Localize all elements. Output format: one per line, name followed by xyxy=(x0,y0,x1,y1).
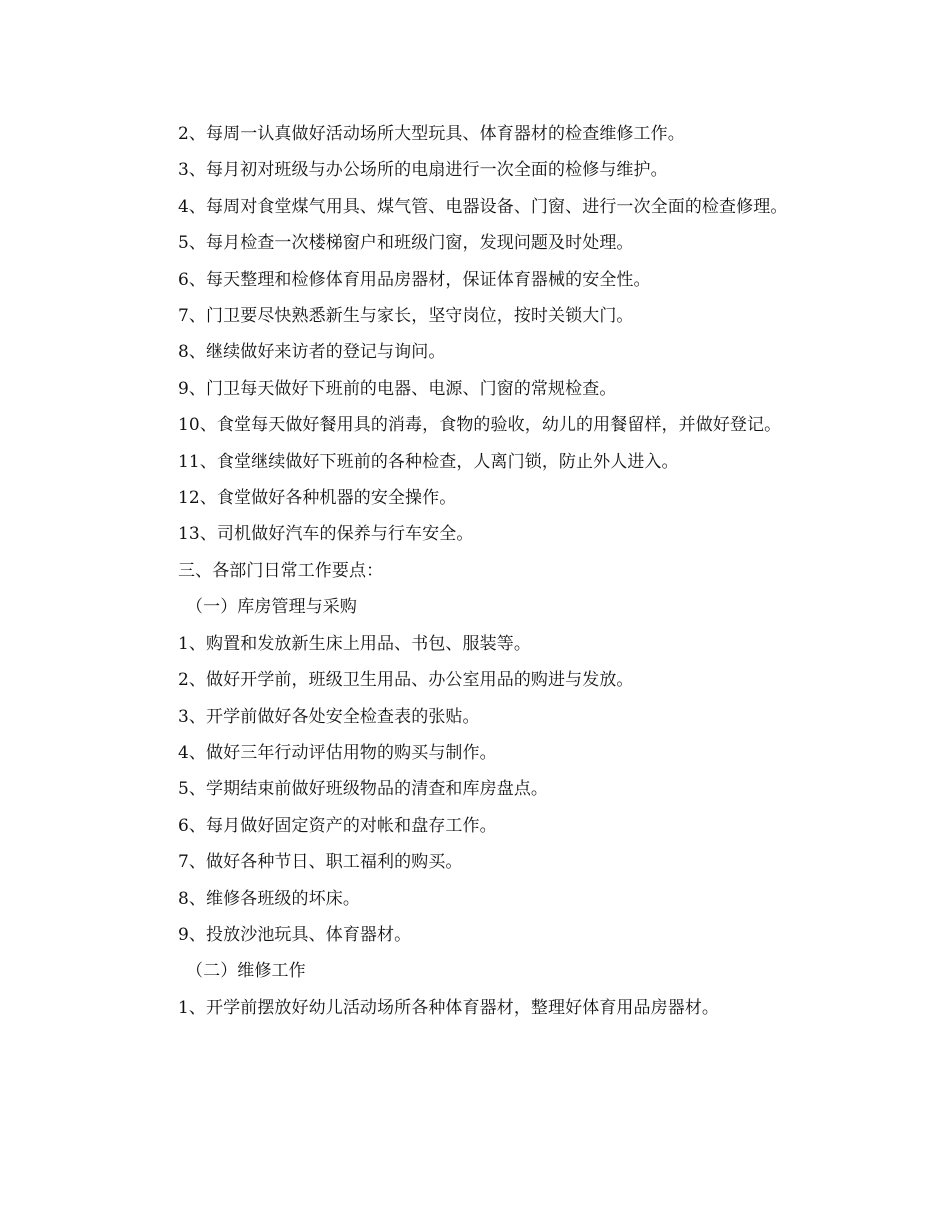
section-heading: 三、各部门日常工作要点： xyxy=(178,560,384,581)
paragraph-item-8: 8、继续做好来访者的登记与询问。 xyxy=(178,342,446,363)
inventory-item-1: 1、购置和发放新生床上用品、书包、服装等。 xyxy=(178,633,531,654)
inventory-item-7: 7、做好各种节日、职工福利的购买。 xyxy=(178,852,463,873)
inventory-item-3: 3、开学前做好各处安全检查表的张贴。 xyxy=(178,706,480,727)
paragraph-item-13: 13、司机做好汽车的保养与行车安全。 xyxy=(178,524,474,545)
paragraph-item-12: 12、食堂做好各种机器的安全操作。 xyxy=(178,488,457,509)
paragraph-item-2: 2、每周一认真做好活动场所大型玩具、体育器材的检查维修工作。 xyxy=(178,124,685,144)
inventory-item-5: 5、学期结束前做好班级物品的清查和库房盘点。 xyxy=(178,779,549,800)
subsection-heading-maintenance: （二）维修工作 xyxy=(186,961,306,982)
maintenance-item-1: 1、开学前摆放好幼儿活动场所各种体育器材，整理好体育用品房器材。 xyxy=(178,997,720,1018)
inventory-item-6: 6、每月做好固定资产的对帐和盘存工作。 xyxy=(178,815,497,836)
paragraph-item-10: 10、食堂每天做好餐用具的消毒，食物的验收，幼儿的用餐留样，并做好登记。 xyxy=(178,415,782,436)
paragraph-item-5: 5、每月检查一次楼梯窗户和班级门窗，发现问题及时处理。 xyxy=(178,233,634,254)
paragraph-item-6: 6、每天整理和检修体育用品房器材，保证体育器械的安全性。 xyxy=(178,269,651,290)
inventory-item-9: 9、投放沙池玩具、体育器材。 xyxy=(178,924,412,945)
inventory-item-8: 8、维修各班级的坏床。 xyxy=(178,888,360,909)
paragraph-item-9: 9、门卫每天做好下班前的电器、电源、门窗的常规检查。 xyxy=(178,378,617,399)
subsection-heading-inventory: （一）库房管理与采购 xyxy=(186,597,357,618)
inventory-item-4: 4、做好三年行动评估用物的购买与制作。 xyxy=(178,742,497,763)
paragraph-item-11: 11、食堂继续做好下班前的各种检查，人离门锁，防止外人进入。 xyxy=(178,451,679,472)
paragraph-item-4: 4、每周对食堂煤气用具、煤气管、电器设备、门窗、进行一次全面的检查修理。 xyxy=(178,196,788,217)
paragraph-item-7: 7、门卫要尽快熟悉新生与家长，坚守岗位，按时关锁大门。 xyxy=(178,306,634,327)
document-body xyxy=(144,116,809,1026)
inventory-item-2: 2、做好开学前，班级卫生用品、办公室用品的购进与发放。 xyxy=(178,670,634,691)
paragraph-item-3: 3、每月初对班级与办公场所的电扇进行一次全面的检修与维护。 xyxy=(178,160,668,181)
